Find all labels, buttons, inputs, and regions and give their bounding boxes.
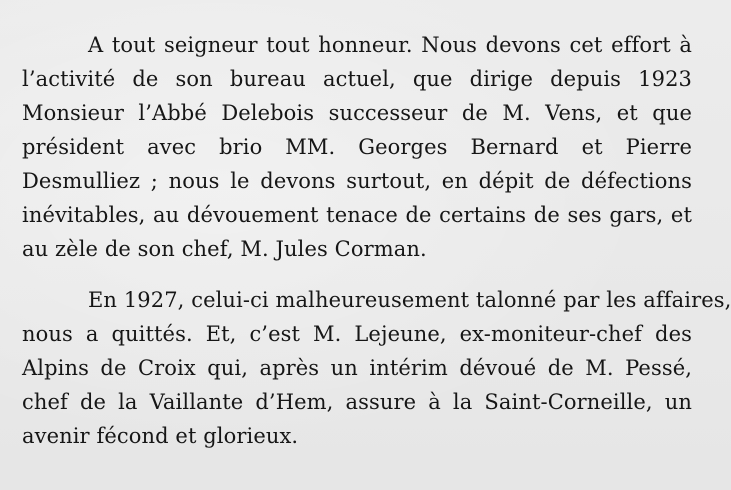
paragraph-line: l’activité de son bureau actuel, que dirige depuis 1923: [22, 67, 692, 91]
paragraph-line: En 1927, celui-ci malheureusement talonné par les affaires,: [88, 288, 731, 312]
paragraph-line: inévitables, au dévouement tenace de certains de ses gars, et: [22, 203, 692, 227]
paragraph-line: au zèle de son chef, M. Jules Corman.: [22, 237, 427, 261]
paragraph-line: Monsieur l’Abbé Delebois successeur de M. Vens, et que: [22, 101, 692, 125]
paragraph-line: nous a quittés. Et, c’est M. Lejeune, ex-moniteur-chef des: [22, 322, 692, 346]
paragraph-line: Alpins de Croix qui, après un intérim dévoué de M. Pessé,: [22, 356, 692, 380]
paragraph-line: chef de la Vaillante d’Hem, assure à la Saint-Corneille, un: [22, 390, 692, 414]
paragraph-line: Desmulliez ; nous le devons surtout, en dépit de défections: [22, 169, 692, 193]
paragraph-line: avenir fécond et glorieux.: [22, 424, 299, 448]
paragraph-line: A tout seigneur tout honneur. Nous devons cet effort à: [88, 33, 692, 57]
paragraph-line: président avec brio MM. Georges Bernard et Pierre: [22, 135, 692, 159]
